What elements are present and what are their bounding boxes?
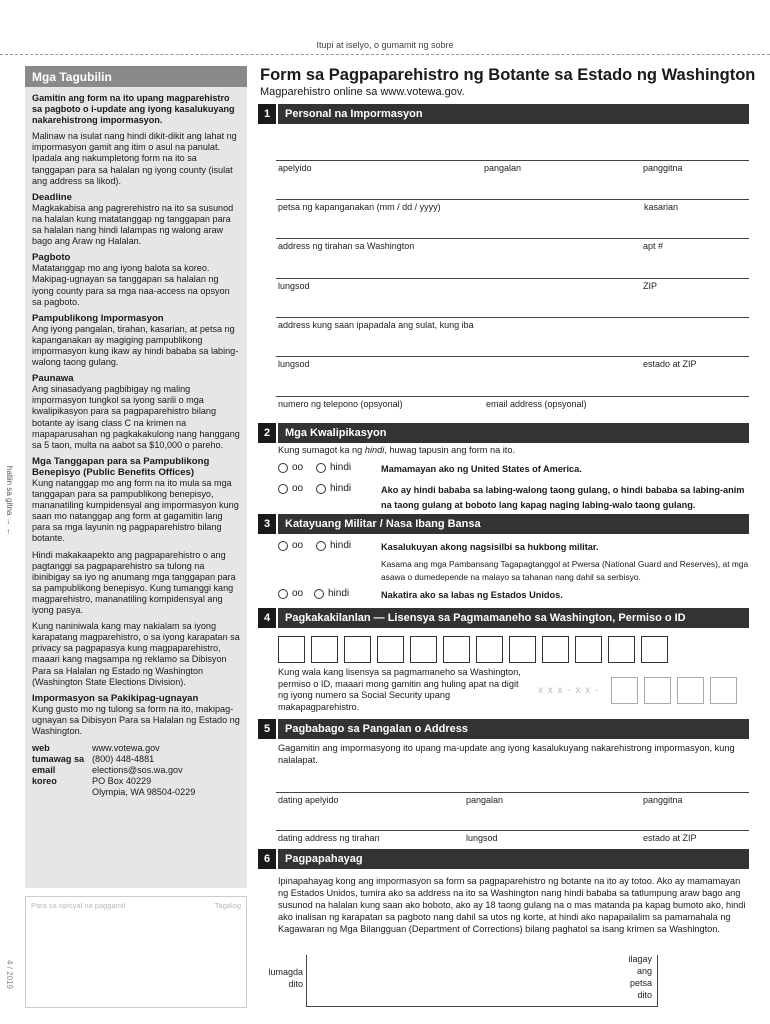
previous-middle-name-label: panggitna — [643, 795, 683, 805]
previous-address-label: dating address ng tirahan — [278, 833, 380, 843]
radio-label: hindi — [330, 540, 352, 551]
name-field-line[interactable] — [276, 160, 749, 161]
radio-circle-icon — [316, 484, 326, 494]
date-label-line: ang — [636, 966, 652, 976]
tear-note: hatiin sa gitna → ← — [5, 466, 14, 536]
contact-web-link[interactable]: www.votewa.gov — [92, 743, 160, 754]
fold-instruction: Itupi at iselyo, o gumamit ng sobre — [316, 40, 454, 50]
sidebar-section-body: Kung natanggap mo ang form na ito mula sa mga tanggapan para sa pampublikong benepisyo, mananatiling kumpidensyal ang impormasyon kung saan mo natanggap ang form at gagamitin lang para sa mga layunin ng pagpaparehistro bilang botante. — [32, 478, 239, 544]
previous-first-name-label: pangalan — [466, 795, 504, 805]
license-digit-box[interactable] — [377, 636, 404, 663]
license-digit-box[interactable] — [575, 636, 602, 663]
sidebar-heading: Mga Tagubilin — [25, 66, 247, 87]
section-5-header — [258, 719, 749, 739]
qualification-note — [278, 445, 515, 457]
sidebar-contact-title: Impormasyon sa Pakikipag-ugnayan — [32, 692, 199, 704]
sign-label-line: dito — [288, 979, 303, 989]
license-digit-box[interactable] — [443, 636, 470, 663]
contact-key: web — [32, 743, 50, 754]
sidebar-section-title: Mga Tanggapan para sa Pampublikong Benepisyo (Public Benefits Offices) — [32, 455, 210, 478]
military-question: Kasalukuyan akong nagsisilbi sa hukbong militar. — [381, 542, 599, 552]
apt-label: apt # — [643, 241, 664, 251]
ssn-mask: x x x - x x - — [538, 685, 600, 696]
radio-label: hindi — [328, 588, 350, 599]
language-label: Tagalog — [214, 901, 241, 910]
section-title: Katayuang Militar / Nasa Ibang Bansa — [285, 518, 481, 530]
sidebar-section-title: Pampublikong Impormasyon — [32, 312, 164, 324]
license-digit-box[interactable] — [509, 636, 536, 663]
form-title: Form sa Pagpaparehistro ng Botante sa Estado ng Washington — [260, 66, 756, 84]
radio-circle-icon — [278, 589, 288, 599]
fold-line — [0, 54, 770, 55]
section-1-header — [258, 104, 749, 124]
section-2-header — [258, 423, 749, 443]
sidebar-section-body: Matatanggap mo ang iyong balota sa koreo. Makipag-ugnayan sa tanggapan sa halalan ng iyong county para sa mga naa-access na opsyon sa pagboto. — [32, 263, 230, 307]
citizen-no-radio[interactable] — [316, 462, 351, 473]
radio-label: oo — [292, 540, 304, 551]
radio-label: oo — [292, 483, 304, 494]
overseas-question: Nakatira ako sa labas ng Estados Unidos. — [381, 590, 563, 600]
previous-last-name-label: dating apelyido — [278, 795, 339, 805]
change-note: Gagamitin ang impormasyong ito upang ma-update ang iyong kasalukuyang nakarehistrong impormasyon, kung nalalapat. — [278, 743, 735, 765]
section-6-header — [258, 849, 749, 869]
section-3-header — [258, 514, 749, 534]
radio-label: hindi — [330, 483, 352, 494]
mailing-city-line[interactable] — [276, 356, 749, 357]
previous-name-line[interactable] — [276, 792, 749, 793]
sidebar-section-body: Ang sinasadyang pagbibigay ng maling impormasyon tungkol sa iyong sarili o mga kwalipikasyon para sa pagpaparehistro bilang botante ay isang class C na krimen na mapaparusahan ng pagkakakulong nang hanggang sa 5 taon, multa na aabot sa $10,000 o pareho. — [32, 384, 240, 450]
radio-circle-icon — [316, 541, 326, 551]
license-digit-box[interactable] — [608, 636, 635, 663]
section-number: 6 — [258, 849, 278, 869]
license-digit-box[interactable] — [410, 636, 437, 663]
phone-label: numero ng telepono (opsyonal) — [278, 399, 403, 409]
dob-label: petsa ng kapanganakan (mm / dd / yyyy) — [278, 202, 441, 212]
age-no-radio[interactable] — [316, 483, 351, 494]
note-emphasis: hindi — [364, 445, 385, 455]
note-text: , huwag tapusin ang form na ito. — [384, 445, 516, 455]
section-number: 1 — [258, 104, 278, 124]
radio-label: oo — [292, 588, 304, 599]
radio-circle-icon — [278, 484, 288, 494]
military-yes-radio[interactable] — [278, 540, 303, 551]
radio-label: oo — [292, 462, 304, 473]
radio-circle-icon — [314, 589, 324, 599]
contact-field-line[interactable] — [276, 396, 749, 397]
ssn-digit-box[interactable] — [710, 677, 737, 704]
sidebar-contact-body: Kung gusto mo ng tulong sa form na ito, makipag-ugnayan sa Dibisyon Para sa Halalan ng Estado ng Washington. — [32, 703, 240, 736]
license-digit-box[interactable] — [344, 636, 371, 663]
section-title: Pagkakakilanlan — Lisensya sa Pagmamaneho sa Washington, Permiso o ID — [285, 612, 686, 624]
section-title: Pagpapahayag — [285, 853, 363, 865]
license-digit-box[interactable] — [476, 636, 503, 663]
note-text: Kung sumagot ka ng — [278, 445, 365, 455]
mailing-state-zip-label: estado at ZIP — [643, 359, 697, 369]
military-no-radio[interactable] — [316, 540, 351, 551]
contact-email-link[interactable]: elections@sos.wa.gov — [92, 765, 183, 776]
contact-mail: PO Box 40229 — [92, 776, 152, 787]
ssn-digit-boxes — [611, 677, 737, 704]
date-label-line: petsa — [629, 978, 652, 988]
sign-here-label — [261, 966, 303, 990]
zip-label: ZIP — [643, 281, 658, 291]
previous-address-line[interactable] — [276, 830, 749, 831]
contact-key: email — [32, 765, 56, 776]
sidebar-paragraph: Hindi makakaapekto ang pagpaparehistro o ang pagtanggi sa pagpaparehistro sa tulong na ibinibigay sa iyo ng anumang mga tanggapan para sa pampublikong benepisyo. Kung tumanggi kang magparehistro, mananatiling kompidensyal ang iyong pasya. — [32, 549, 236, 616]
signature-box[interactable] — [306, 955, 658, 1007]
address-field-line[interactable] — [276, 238, 749, 239]
radio-circle-icon — [278, 463, 288, 473]
contact-key: koreo — [32, 776, 57, 787]
section-number: 4 — [258, 608, 278, 628]
sidebar-paragraph: Kung naniniwala kang may nakialam sa iyong karapatang magparehistro, o sa iyong karapatan sa privacy sa pagpapasya kung magpaparehistro, maaari kang magsampa ng reklamo sa Dibisyon Para sa Halalan ng Estado ng Washington (Washington State Elections Division). — [32, 621, 240, 687]
last-name-label: apelyido — [278, 163, 312, 173]
contact-mail-city: Olympia, WA 98504-0229 — [92, 787, 196, 798]
sidebar-section-title: Paunawa — [32, 373, 74, 385]
email-label: email address (opsyonal) — [486, 399, 587, 409]
section-title: Personal na Impormasyon — [285, 108, 423, 120]
form-subtitle: Magparehistro online sa www.votewa.gov. — [260, 86, 465, 98]
license-digit-box[interactable] — [311, 636, 338, 663]
citizen-question: Mamamayan ako ng United States of America. — [381, 464, 582, 474]
sidebar-intro: Gamitin ang form na ito upang magparehistro sa pagboto o i-update ang iyong kasalukuyang nakarehistrong impormasyon. — [32, 93, 235, 126]
instructions-sidebar — [25, 66, 247, 888]
section-number: 2 — [258, 423, 278, 443]
age-yes-radio[interactable] — [278, 483, 303, 494]
military-note: Kasama ang mga Pambansang Tagapagtanggol at Pwersa (National Guard and Reserves), at mga asawa o dumedepende na malayo sa tahanan nang dahil sa serbisyo. — [381, 559, 749, 582]
previous-state-zip-label: estado at ZIP — [643, 833, 697, 843]
mailing-address-line[interactable] — [276, 317, 749, 318]
citizen-yes-radio[interactable] — [278, 462, 303, 473]
section-4-header — [258, 608, 749, 628]
license-digit-box[interactable] — [641, 636, 668, 663]
overseas-no-radio[interactable] — [314, 588, 349, 599]
first-name-label: pangalan — [484, 163, 522, 173]
dob-field-line[interactable] — [276, 199, 749, 200]
ssn-digit-box[interactable] — [677, 677, 704, 704]
previous-city-label: lungsod — [466, 833, 498, 843]
date-here-label — [610, 953, 652, 1001]
ssn-digit-box[interactable] — [611, 677, 638, 704]
declaration-text: Ipinapahayag kong ang impormasyon sa form sa pagpaparehistro ng botante na ito ay totoo. Ako ay mamamayan ng Estados Unidos, tumira ako sa address na ito sa Washington nang hindi bababa sa tatlumpung araw bago ang susunod na halalan kung saan ako boboto, ako ay 18 taong gulang na o mas matanda pa kapag bumoto ako, hindi ako inalisan ng karapatan sa pagboto nang dahil sa utos ng korte, at hindi ako napapailalim sa pamamahala ng Kagawaran ng Mga Bilangguan (Department of Corrections) bilang paghatol sa isang krimen sa Washington. — [278, 876, 746, 934]
sidebar-section-body: Magkakabisa ang pagrerehistro na ito sa susunod na halalan kung matatanggap ng tanggapan para sa halalan nang hindi lalampas ng walong araw bago ang Araw ng Halalan. — [32, 202, 234, 247]
contact-key — [32, 787, 92, 798]
age-question: Ako ay hindi bababa sa labing-walong taong gulang, o hindi bababa sa labing-anim na taong gulang at boboto lang kapag naging labing-walo taong gulang. — [381, 485, 745, 510]
license-note: Kung wala kang lisensya sa pagmamaneho sa Washington, permiso o ID, maaari mong gamitin ang huling apat na digit ng iyong numero sa Social Security upang makapagparehistro. — [278, 667, 521, 712]
date-label-line: dito — [637, 990, 652, 1000]
contact-list — [32, 743, 240, 798]
office-use-box — [25, 896, 247, 1008]
license-number-boxes — [278, 636, 668, 663]
address-label: address ng tirahan sa Washington — [278, 241, 415, 251]
radio-label: hindi — [330, 462, 352, 473]
mailing-address-label: address kung saan ipapadala ang sulat, kung iba — [278, 320, 474, 330]
middle-name-label: panggitna — [643, 163, 683, 173]
section-number: 3 — [258, 514, 278, 534]
city-label: lungsod — [278, 281, 310, 291]
overseas-yes-radio[interactable] — [278, 588, 303, 599]
sidebar-section-title: Deadline — [32, 191, 72, 203]
license-digit-box[interactable] — [278, 636, 305, 663]
city-field-line[interactable] — [276, 278, 749, 279]
section-number: 5 — [258, 719, 278, 739]
gender-label: kasarian — [644, 202, 679, 212]
date-label-line: ilagay — [628, 954, 652, 964]
ssn-digit-box[interactable] — [644, 677, 671, 704]
sidebar-section-title: Pagboto — [32, 252, 71, 264]
office-use-label: Para sa opisyal na paggamit — [31, 901, 126, 910]
sign-label-line: lumagda — [268, 967, 303, 977]
license-digit-box[interactable] — [542, 636, 569, 663]
radio-circle-icon — [316, 463, 326, 473]
section-title: Mga Kwalipikasyon — [285, 427, 387, 439]
radio-circle-icon — [278, 541, 288, 551]
sidebar-instructions: Malinaw na isulat nang hindi dikit-dikit ang lahat ng impormasyon gamit ang itim o asul na panulat. Ipadala ang nakumpletong form na ito sa tanggapan para sa halalan ng iyong county (isulat ang address sa likod). — [32, 131, 237, 186]
sidebar-section-body: Ang iyong pangalan, tirahan, kasarian, at petsa ng kapanganakan ay magiging pampublikong impormasyon kung ikaw ay hindi bababa sa labing-walong taong gulang. — [32, 323, 239, 368]
contact-phone: (800) 448-4881 — [92, 754, 155, 765]
version-label: 4 / 2019 — [5, 960, 14, 989]
section-title: Pagbabago sa Pangalan o Address — [285, 723, 468, 735]
contact-key: tumawag sa — [32, 754, 85, 765]
mailing-city-label: lungsod — [278, 359, 310, 369]
